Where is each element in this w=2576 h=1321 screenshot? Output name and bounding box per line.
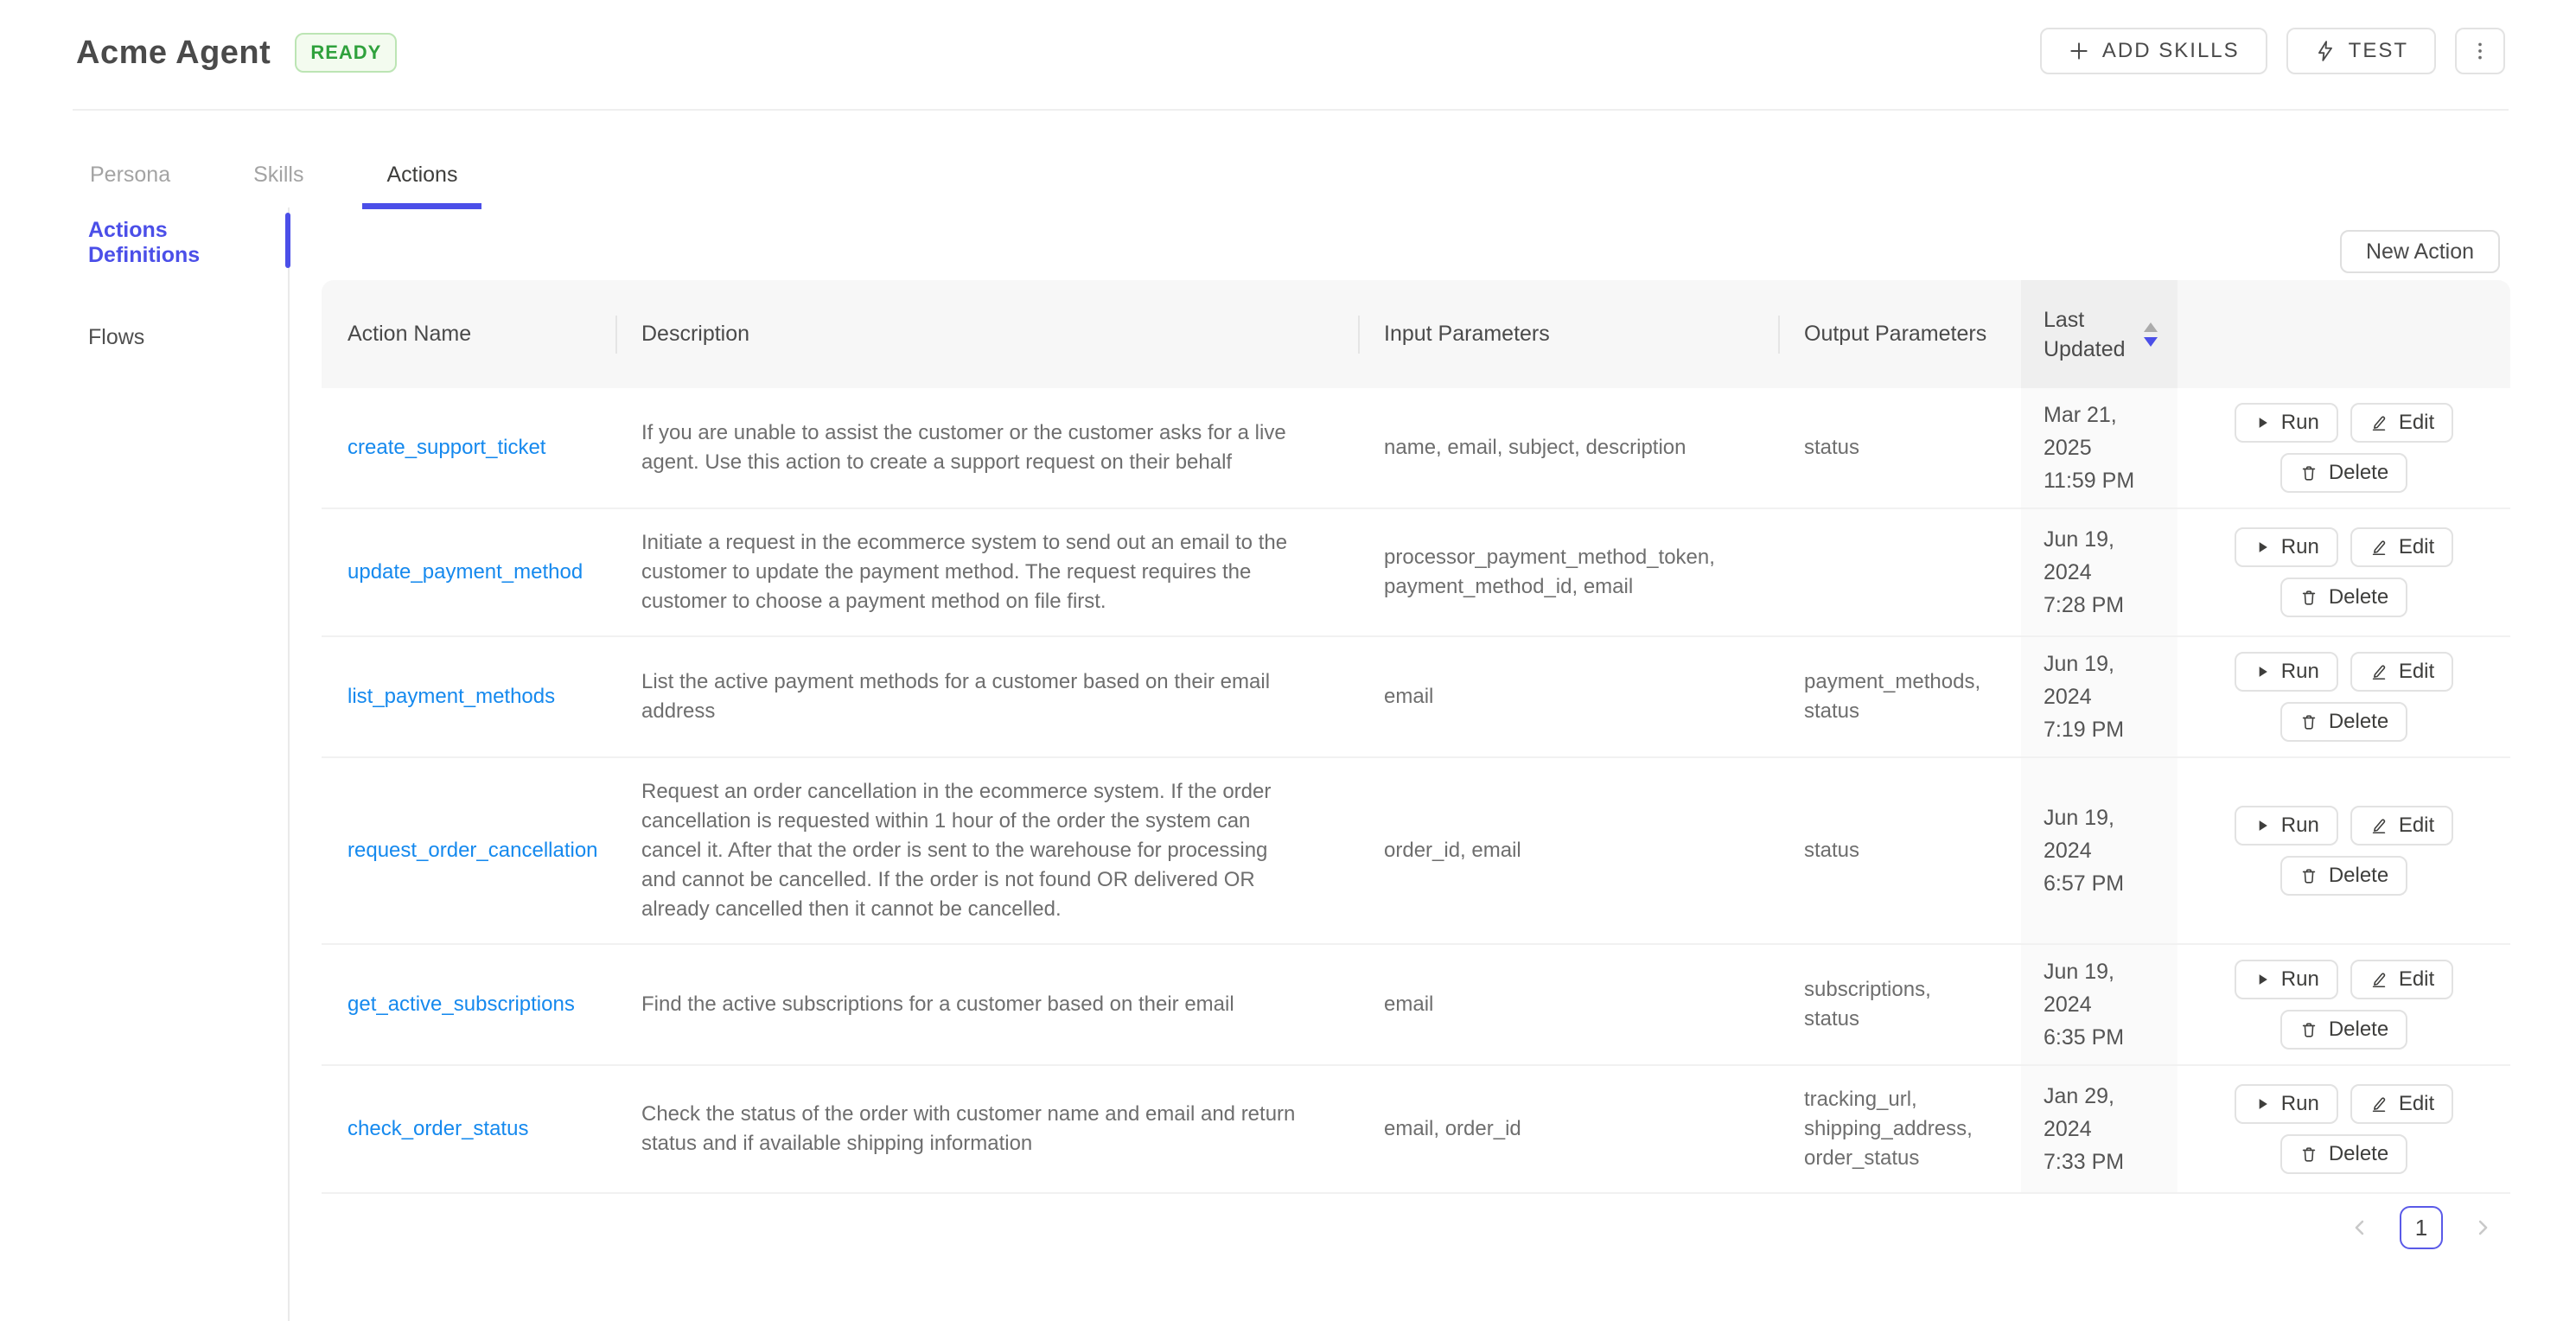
play-icon <box>2254 817 2271 834</box>
table-row <box>322 758 2510 945</box>
play-icon <box>2254 414 2271 431</box>
output-parameters-cell: status <box>1804 839 1860 862</box>
action-name-link[interactable]: list_payment_methods <box>348 685 556 708</box>
output-parameters-cell <box>1778 553 2021 591</box>
column-header-action-name: Action Name <box>348 322 472 346</box>
actions-panel <box>322 280 2510 1249</box>
run-button[interactable]: Run <box>2235 960 2338 999</box>
pencil-icon <box>2369 1094 2388 1114</box>
pencil-icon <box>2369 970 2388 989</box>
tab-persona[interactable]: Persona <box>90 163 171 187</box>
last-updated-label: Last Updated <box>2044 307 2126 361</box>
edit-button[interactable]: Edit <box>2350 652 2453 692</box>
output-parameters-cell: status <box>1804 436 1860 459</box>
new-action-button[interactable]: New Action <box>2340 230 2500 273</box>
page-number-button[interactable]: 1 <box>2400 1206 2443 1249</box>
last-updated-cell: Jan 29, 2024 7:33 PM <box>2021 1066 2177 1192</box>
delete-button[interactable]: Delete <box>2280 1010 2407 1050</box>
sort-icon[interactable] <box>2144 322 2158 347</box>
trash-icon <box>2299 1145 2318 1164</box>
tab-skills[interactable]: Skills <box>253 163 304 187</box>
delete-button[interactable]: Delete <box>2280 453 2407 493</box>
table-row <box>322 945 2510 1066</box>
run-button[interactable]: Run <box>2235 403 2338 443</box>
test-label: TEST <box>2348 39 2408 62</box>
sidebar-active-indicator <box>285 213 290 268</box>
input-parameters-cell: order_id, email <box>1384 839 1521 862</box>
action-name-link[interactable]: check_order_status <box>348 1117 529 1140</box>
sort-desc-icon <box>2144 337 2158 347</box>
trash-icon <box>2299 866 2318 885</box>
run-button[interactable]: Run <box>2235 527 2338 567</box>
row-actions <box>2177 806 2510 896</box>
delete-button[interactable]: Delete <box>2280 578 2407 617</box>
pencil-icon <box>2369 538 2388 557</box>
pagination <box>322 1206 2510 1249</box>
output-parameters-cell: subscriptions, status <box>1804 978 1931 1031</box>
description-cell: Find the active subscriptions for a customer based on their email <box>641 992 1234 1016</box>
description-cell: If you are unable to assist the customer or the customer asks for a live agent. Use this action to create a support request on their behalf <box>641 421 1286 474</box>
input-parameters-cell: email <box>1384 992 1434 1016</box>
header-divider <box>73 109 2509 111</box>
last-updated-cell: Jun 19, 2024 6:57 PM <box>2021 758 2177 943</box>
edit-button[interactable]: Edit <box>2350 806 2453 846</box>
edit-button[interactable]: Edit <box>2350 403 2453 443</box>
edit-button[interactable]: Edit <box>2350 960 2453 999</box>
action-name-link[interactable]: get_active_subscriptions <box>348 992 575 1016</box>
chevron-left-icon <box>2348 1216 2372 1240</box>
table-row <box>322 388 2510 509</box>
delete-button[interactable]: Delete <box>2280 702 2407 742</box>
sidebar-item-actions-definitions[interactable]: Actions Definitions <box>88 218 201 267</box>
pencil-icon <box>2369 816 2388 835</box>
table-row <box>322 509 2510 637</box>
tab-bar <box>66 163 481 209</box>
next-page-button[interactable] <box>2471 1216 2495 1240</box>
last-updated-cell: Jun 19, 2024 6:35 PM <box>2021 945 2177 1064</box>
tab-actions[interactable]: Actions <box>362 163 481 209</box>
sidebar-item-flows[interactable]: Flows <box>88 325 145 349</box>
description-cell: Initiate a request in the ecommerce system to send out an email to the customer to update the payment method. The request requires the customer to choose a payment method on file first. <box>641 531 1288 613</box>
run-button[interactable]: Run <box>2235 652 2338 692</box>
kebab-menu-icon <box>2469 40 2491 62</box>
output-parameters-cell: tracking_url, shipping_address, order_status <box>1804 1088 1973 1170</box>
sidebar <box>88 218 278 407</box>
play-icon <box>2254 539 2271 556</box>
row-actions <box>2177 527 2510 617</box>
action-name-link[interactable]: create_support_ticket <box>348 436 546 459</box>
last-updated-cell: Mar 21, 2025 11:59 PM <box>2021 388 2177 507</box>
trash-icon <box>2299 712 2318 731</box>
play-icon <box>2254 663 2271 680</box>
delete-button[interactable]: Delete <box>2280 856 2407 896</box>
run-button[interactable]: Run <box>2235 806 2338 846</box>
row-actions <box>2177 1084 2510 1174</box>
table-row <box>322 637 2510 758</box>
trash-icon <box>2299 463 2318 482</box>
pencil-icon <box>2369 413 2388 432</box>
row-actions <box>2177 403 2510 493</box>
input-parameters-cell: processor_payment_method_token, payment_method_id, email <box>1384 546 1715 598</box>
output-parameters-cell: payment_methods, status <box>1804 670 1981 723</box>
play-icon <box>2254 971 2271 988</box>
table-header <box>322 280 2510 388</box>
app-header <box>76 33 397 73</box>
description-cell: Request an order cancellation in the ecommerce system. If the order cancellation is requested within 1 hour of the order the system can cancel it. After that the order is sent to the warehouse for processing and cannot be cancelled. If the order is not found OR delivered OR already cancelled then it cannot be cancelled. <box>641 780 1272 921</box>
trash-icon <box>2299 588 2318 607</box>
pencil-icon <box>2369 662 2388 681</box>
previous-page-button[interactable] <box>2348 1216 2372 1240</box>
plus-icon <box>2068 40 2090 62</box>
run-button[interactable]: Run <box>2235 1084 2338 1124</box>
edit-button[interactable]: Edit <box>2350 1084 2453 1124</box>
add-skills-button[interactable] <box>2040 28 2267 74</box>
test-button[interactable] <box>2286 28 2436 74</box>
table-row <box>322 1066 2510 1194</box>
row-actions <box>2177 652 2510 742</box>
sort-asc-icon <box>2144 322 2158 332</box>
input-parameters-cell: name, email, subject, description <box>1384 436 1687 459</box>
edit-button[interactable]: Edit <box>2350 527 2453 567</box>
input-parameters-cell: email <box>1384 685 1434 708</box>
last-updated-cell: Jun 19, 2024 7:19 PM <box>2021 637 2177 756</box>
status-badge: READY <box>295 33 397 73</box>
header-actions <box>2040 28 2505 74</box>
lightning-icon <box>2314 40 2337 62</box>
add-skills-label: ADD SKILLS <box>2101 39 2240 62</box>
column-header-description: Description <box>615 322 1358 347</box>
action-name-link[interactable]: request_order_cancellation <box>348 839 598 862</box>
column-header-output-parameters: Output Parameters <box>1778 322 2021 347</box>
delete-button[interactable]: Delete <box>2280 1134 2407 1174</box>
description-cell: List the active payment methods for a customer based on their email address <box>641 670 1271 723</box>
description-cell: Check the status of the order with customer name and email and return status and if available shipping information <box>641 1102 1296 1155</box>
column-header-last-updated[interactable] <box>2021 280 2177 388</box>
row-actions <box>2177 960 2510 1050</box>
column-header-input-parameters: Input Parameters <box>1358 322 1778 347</box>
sidebar-divider <box>288 207 290 1321</box>
last-updated-cell: Jun 19, 2024 7:28 PM <box>2021 509 2177 635</box>
trash-icon <box>2299 1020 2318 1039</box>
page-title: Acme Agent <box>76 34 271 71</box>
more-options-button[interactable] <box>2455 28 2505 74</box>
play-icon <box>2254 1095 2271 1113</box>
input-parameters-cell: email, order_id <box>1384 1117 1521 1140</box>
action-name-link[interactable]: update_payment_method <box>348 560 583 584</box>
chevron-right-icon <box>2471 1216 2495 1240</box>
